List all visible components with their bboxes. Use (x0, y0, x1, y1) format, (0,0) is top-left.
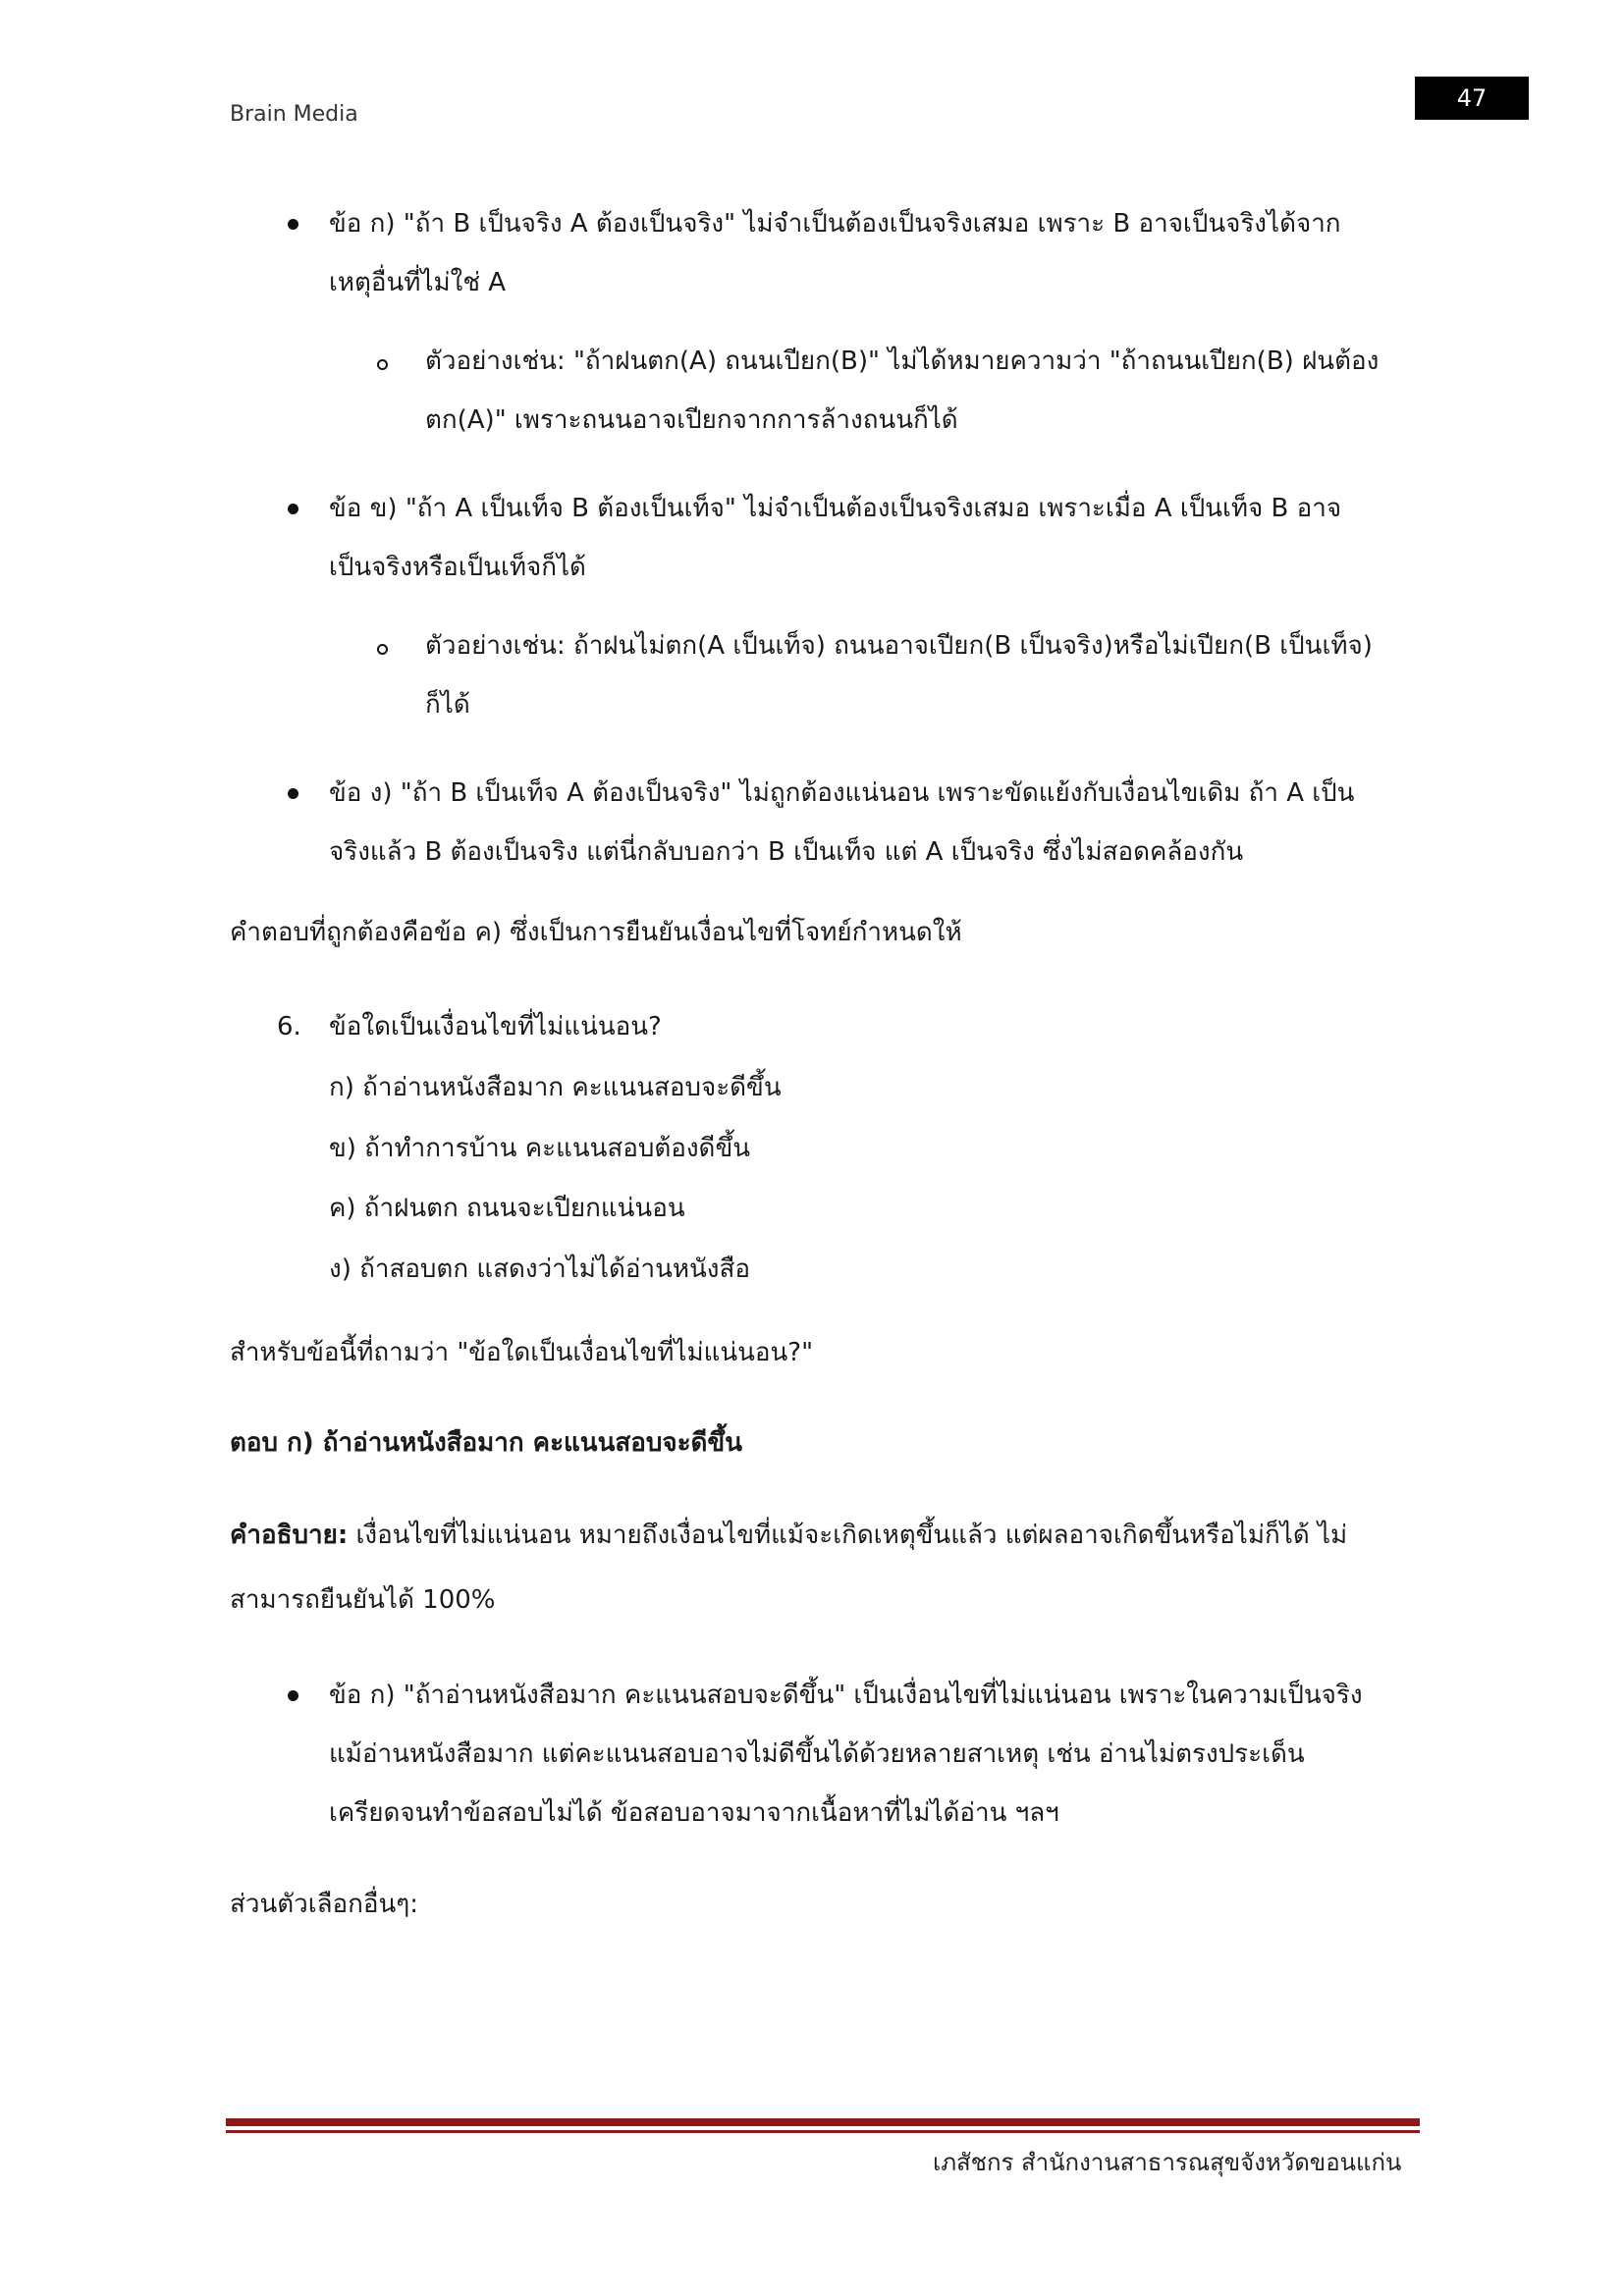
explanation-text: เงื่อนไขที่ไม่แน่นอน หมายถึงเงื่อนไขที่แม้จะเกิดเหตุขึ้นแล้ว แต่ผลอาจเกิดขึ้นหรือไม่ก็ได้ ไม่ (348, 1521, 1348, 1550)
option-d: ง) ถ้าสอบตก แสดงว่าไม่ได้อ่านหนังสือ (329, 1255, 750, 1284)
question-intro: สำหรับข้อนี้ที่ถามว่า "ข้อใดเป็นเงื่อนไขที่ไม่แน่นอน?" (230, 1338, 814, 1367)
sub-bullet-icon (377, 644, 388, 655)
option-b: ข) ถ้าทำการบ้าน คะแนนสอบต้องดีขึ้น (329, 1134, 750, 1163)
option-a: ก) ถ้าอ่านหนังสือมาก คะแนนสอบจะดีขึ้น (329, 1073, 782, 1102)
bullet-a-sub-line1: ตัวอย่างเช่น: "ถ้าฝนตก(A) ถนนเปียก(B)" ไม่ได้หมายความว่า "ถ้าถนนเปียก(B) ฝนต้อง (425, 347, 1380, 376)
question-stem: ข้อใดเป็นเงื่อนไขที่ไม่แน่นอน? (329, 1012, 662, 1041)
bullet-icon (288, 504, 298, 514)
explanation-line1 (230, 1506, 1347, 1565)
explanation-line2: สามารถยืนยันได้ 100% (230, 1585, 496, 1615)
bullet-a-line2: เหตุอื่นที่ไม่ใช่ A (329, 268, 507, 297)
answer-heading: ตอบ ก) ถ้าอ่านหนังสือมาก คะแนนสอบจะดีขึ้น (230, 1428, 742, 1458)
question-number: 6. (277, 1012, 301, 1041)
other-options: ส่วนตัวเลือกอื่นๆ: (230, 1890, 419, 1919)
sub-bullet-icon (377, 359, 388, 370)
bullet-icon (288, 219, 298, 230)
explain-bullet-line1: ข้อ ก) "ถ้าอ่านหนังสือมาก คะแนนสอบจะดีขึ้น" เป็นเงื่อนไขที่ไม่แน่นอน เพราะในความเป็นจริง (329, 1681, 1363, 1710)
footer-rule-thin (226, 2130, 1420, 2133)
bullet-b-sub-line1: ตัวอย่างเช่น: ถ้าฝนไม่ตก(A เป็นเท็จ) ถนนอาจเปียก(B เป็นจริง)หรือไม่เปียก(B เป็นเท็จ) (425, 631, 1373, 661)
footer-rule (226, 2118, 1420, 2126)
bullet-icon (288, 788, 298, 799)
bullet-b-sub-line2: ก็ได้ (425, 690, 470, 720)
explain-bullet-line3: เครียดจนทำข้อสอบไม่ได้ ข้อสอบอาจมาจากเนื้อหาที่ไม่ได้อ่าน ฯลฯ (329, 1798, 1059, 1828)
explain-bullet-line2: แม้อ่านหนังสือมาก แต่คะแนนสอบอาจไม่ดีขึ้นได้ด้วยหลายสาเหตุ เช่น อ่านไม่ตรงประเด็น (329, 1739, 1305, 1769)
page-number: 47 (1415, 77, 1529, 120)
bullet-a-sub-line2: ตก(A)" เพราะถนนอาจเปียกจากการล้างถนนก็ได้ (425, 405, 958, 435)
bullet-d-line1: ข้อ ง) "ถ้า B เป็นเท็จ A ต้องเป็นจริง" ไม่ถูกต้องแน่นอน เพราะขัดแย้งกับเงื่อนไขเดิม ถ้า A เป็น (329, 778, 1355, 808)
bullet-d-line2: จริงแล้ว B ต้องเป็นจริง แต่นี่กลับบอกว่า B เป็นเท็จ แต่ A เป็นจริง ซึ่งไม่สอดคล้องกัน (329, 837, 1244, 867)
footer-text: เภสัชกร สำนักงานสาธารณสุขจังหวัดขอนแก่น (933, 2149, 1402, 2176)
header-title: Brain Media (230, 102, 358, 127)
bullet-icon (288, 1690, 298, 1701)
explanation-label: คำอธิบาย: (230, 1521, 349, 1550)
bullet-b-line1: ข้อ ข) "ถ้า A เป็นเท็จ B ต้องเป็นเท็จ" ไม่จำเป็นต้องเป็นจริงเสมอ เพราะเมื่อ A เป็นเท็จ B อาจ (329, 494, 1342, 523)
answer-line: คำตอบที่ถูกต้องคือข้อ ค) ซึ่งเป็นการยืนยันเงื่อนไขที่โจทย์กำหนดให้ (230, 918, 962, 947)
bullet-a-line1: ข้อ ก) "ถ้า B เป็นจริง A ต้องเป็นจริง" ไม่จำเป็นต้องเป็นจริงเสมอ เพราะ B อาจเป็นจริงได้จาก (329, 209, 1341, 239)
option-c: ค) ถ้าฝนตก ถนนจะเปียกแน่นอน (329, 1194, 685, 1223)
bullet-b-line2: เป็นจริงหรือเป็นเท็จก็ได้ (329, 553, 586, 582)
